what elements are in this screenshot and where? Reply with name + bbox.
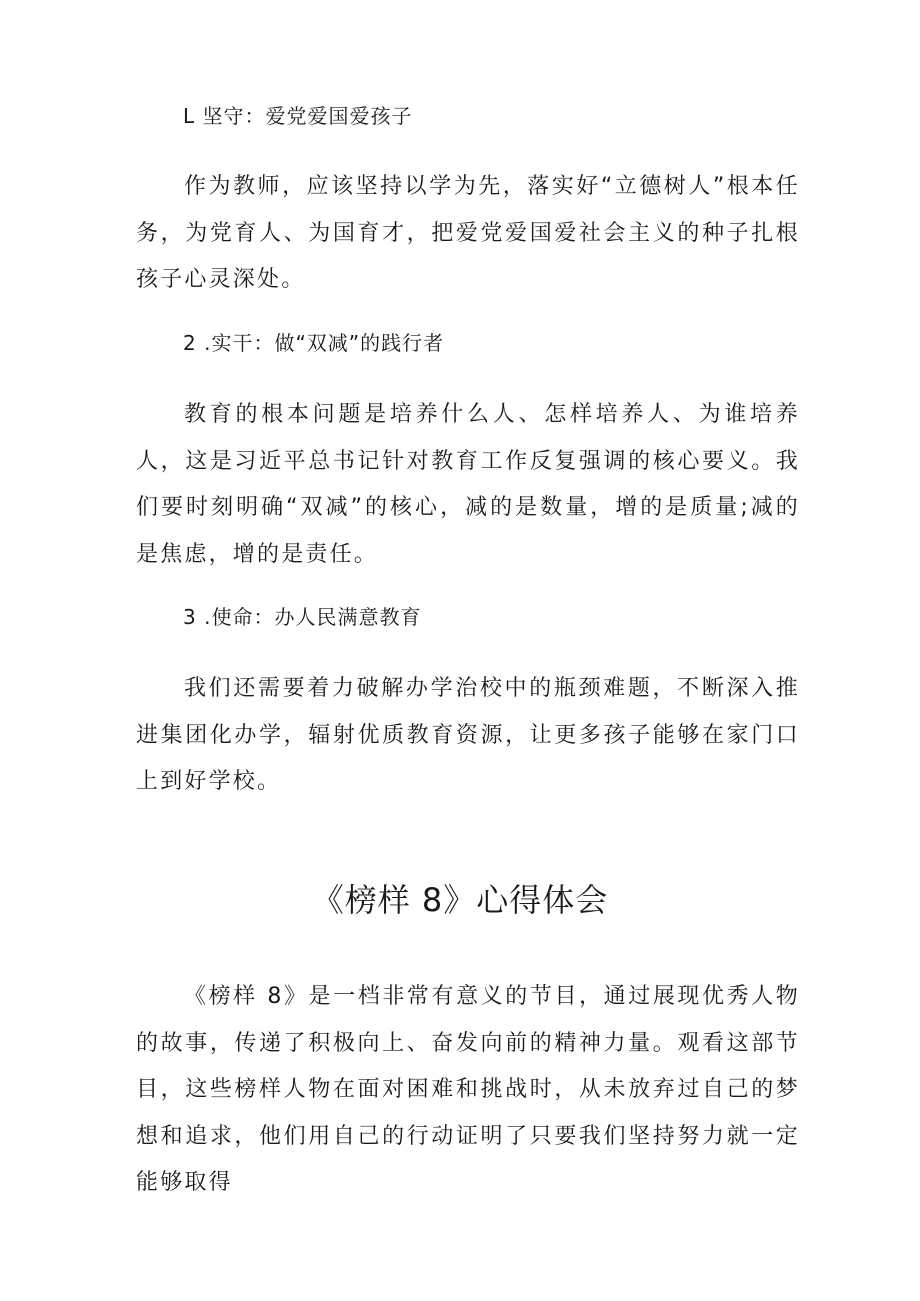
section-heading-3: 3 .使命：办人民满意教育 xyxy=(183,605,422,629)
section-paragraph-1: 作为教师，应该坚持以学为先，落实好“立德树人”根本任务，为党育人、为国育才，把爱党爱国爱社会主义的种子扎根孩子心灵深处。 xyxy=(136,174,800,292)
section-paragraph-3: 我们还需要着力破解办学治校中的瓶颈难题，不断深入推进集团化办学，辐射优质教育资源，让更多孩子能够在家门口上到好学校。 xyxy=(136,676,800,794)
section-heading-1: L 坚守：爱党爱国爱孩子 xyxy=(183,104,413,128)
section-paragraph-2: 教育的根本问题是培养什么人、怎样培养人、为谁培养人，这是习近平总书记针对教育工作反复强调的核心要义。我们要时刻明确“双减”的核心，减的是数量，增的是质量;减的是焦虑，增的是责任。 xyxy=(136,402,800,567)
article-title: 《榜样 8》心得体会 xyxy=(311,881,609,919)
article-paragraph: 《榜样 8》是一档非常有意义的节目，通过展现优秀人物的故事，传递了积极向上、奋发向前的精神力量。观看这部节目，这些榜样人物在面对困难和挑战时，从未放弃过自己的梦想和追求，他们用自己的行动证明了只要我们坚持努力就一定能够取得 xyxy=(136,984,800,1195)
section-heading-2: 2 .实干：做“双减”的践行者 xyxy=(183,331,445,355)
